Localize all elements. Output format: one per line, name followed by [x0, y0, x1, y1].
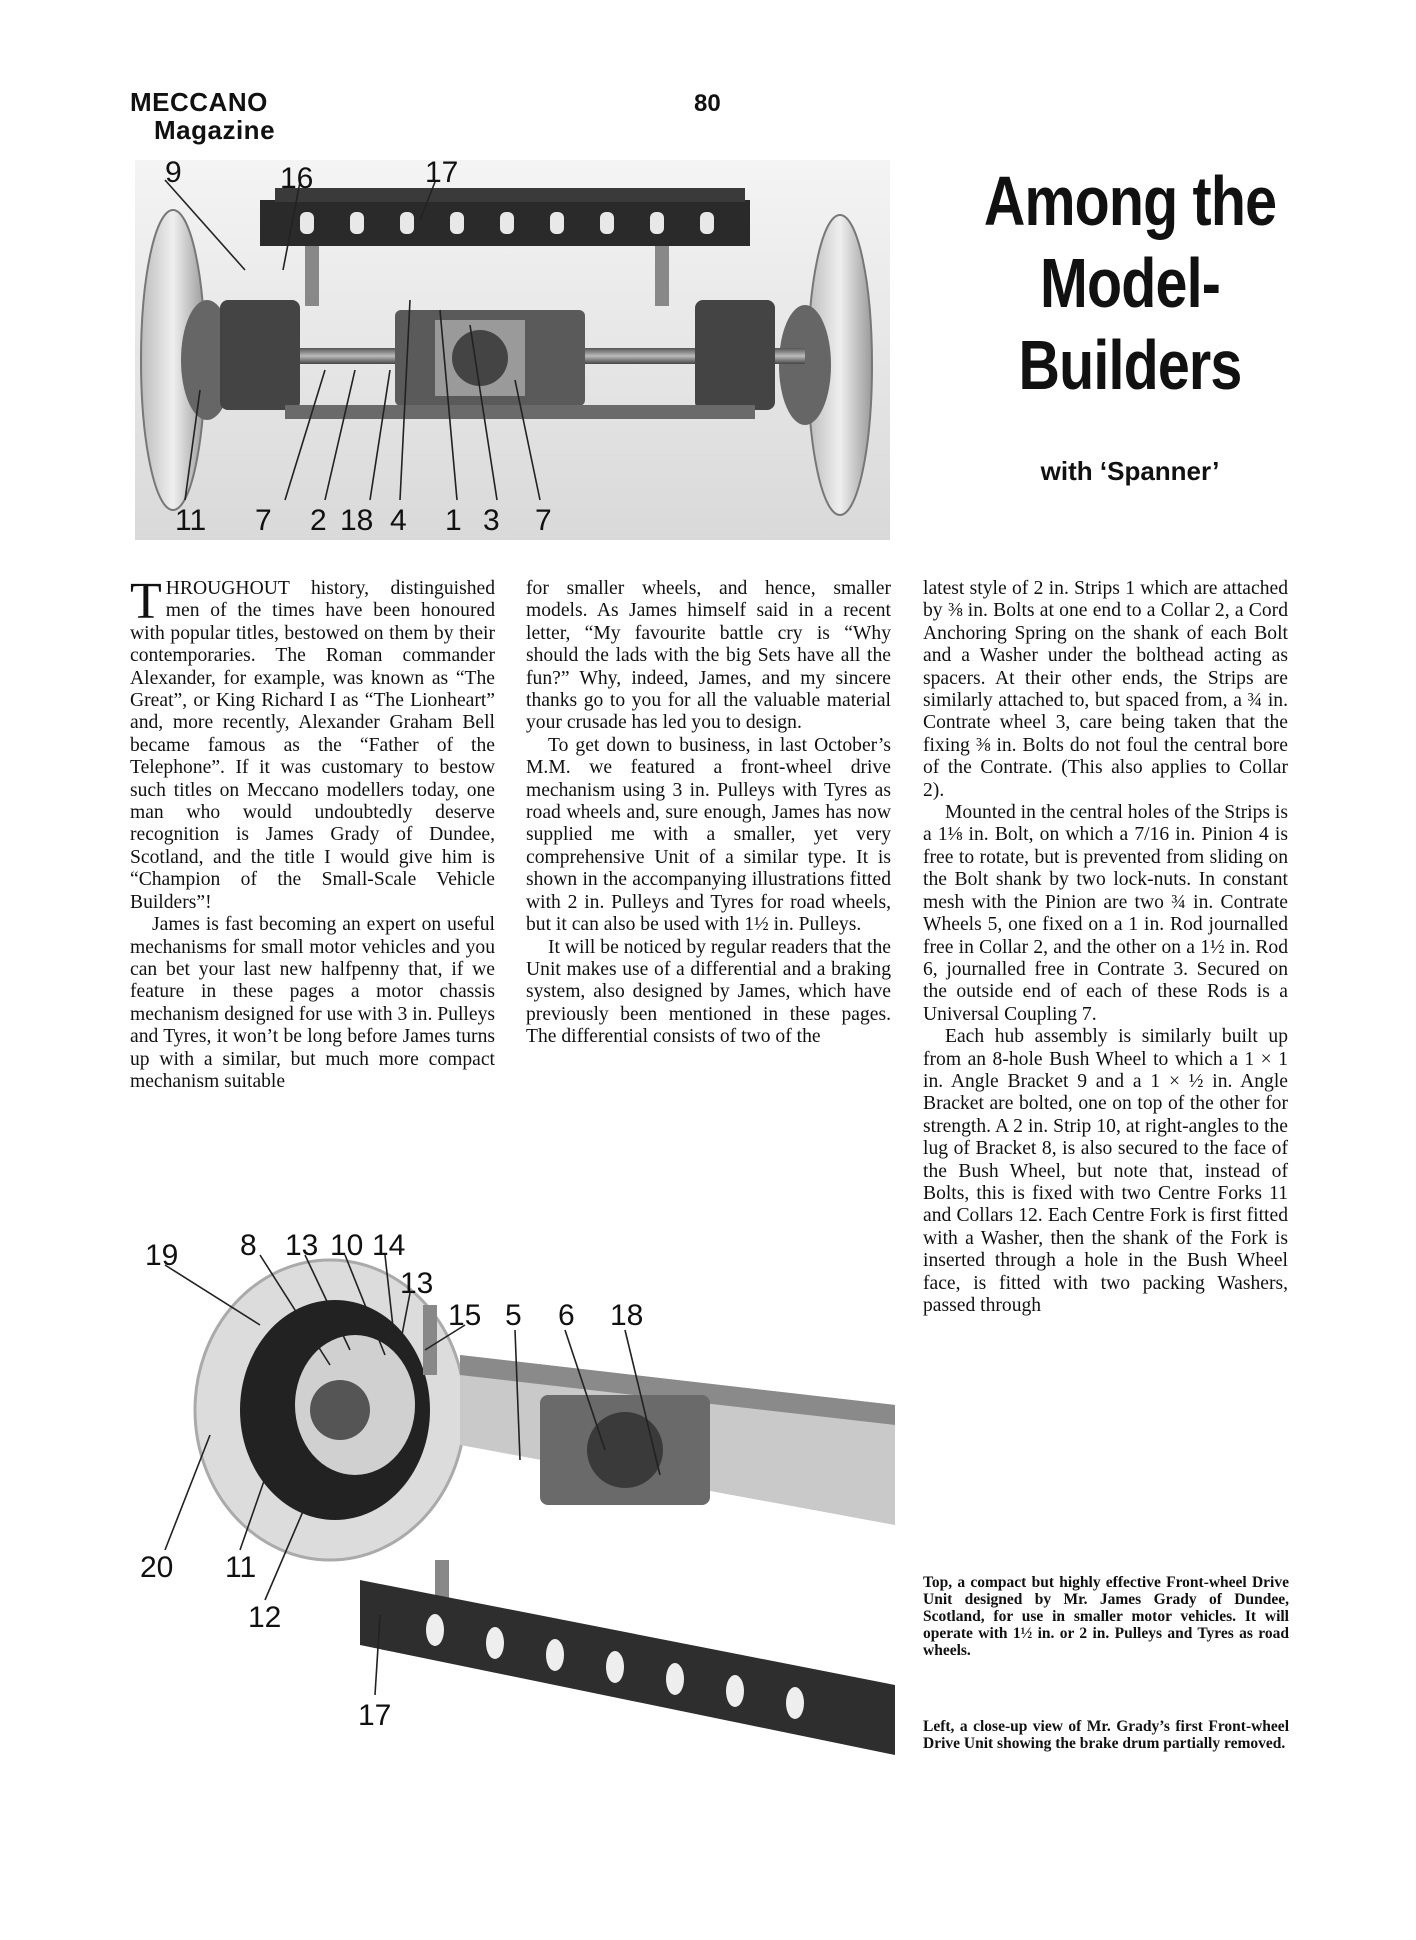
title-line-2: Model- — [1039, 244, 1221, 322]
photo-bottom-label-20: 20 — [140, 1551, 174, 1584]
page-number: 80 — [694, 90, 721, 117]
col1-paragraph-2: James is fast becoming an expert on useful mechanisms for small motor vehicles and you can bet your last new halfpenny that, if we feature in these pages a motor chassis mechanism designed for use with 3 in. Pulleys and Tyres, it won’t be long before James turns up with a similar, but much more compact mechanism suitable — [130, 914, 495, 1092]
article-column-1 — [130, 573, 495, 1093]
title-line-3: Builders — [1018, 326, 1242, 404]
col3-paragraph-3: Each hub assembly is similarly built up from an 8-hole Bush Wheel to which a 1 × 1 in. Angle Bracket 9 and a 1 × ½ in. Angle Bracket are bolted, one on top of the other for strength. A 2 in. Strip 10, at right-angles to the lug of Bracket 8, is also secured to the face of the Bush Wheel, but note that, instead of Bolts, this is fixed with two Centre Forks 11 and Collars 12. Each Centre Fork is first fitted with a Washer, then the shank of the Fork is inserted through a hole in the Bush Wheel face, is fitted with two packing Washers, passed through — [923, 1026, 1288, 1316]
col2-paragraph-1: for smaller wheels, and hence, smaller models. As James himself said in a recent letter, “My favourite battle cry is “Why should the lads with the big Sets have all the fun?” Why, indeed, James, and my sincere thanks go to you for all the valuable material your crusade has led you to design. — [526, 578, 891, 734]
photo-bottom-label-5: 5 — [505, 1299, 522, 1332]
photo-drive-unit — [135, 160, 890, 540]
photo-bottom-label-10: 10 — [330, 1229, 364, 1262]
photo-top-label-2: 2 — [310, 504, 327, 537]
photo-closeup — [140, 1225, 895, 1765]
col1-paragraph-1: HROUGHOUT history, distinguished men of the times have been honoured with popular titles, bestowed on them by their contemporaries. The Roman commander Alexander, for example, was known as “The Great”, or King Richard I as “The Lionheart” and, more recently, Alexander Graham Bell became famous as the “Father of the Telephone”. If it was customary to bestow such titles on Meccano modellers today, one man who would undoubtedly deserve recognition is James Grady of Dundee, Scotland, and the title I would give him is “Champion of the Small-Scale Vehicle Builders”! — [130, 578, 495, 913]
col2-paragraph-2: To get down to business, in last October’s M.M. we featured a front-wheel drive mechanism using 3 in. Pulleys with Tyres as road wheels and, sure enough, James has now supplied me with a smaller, yet very comprehensive Unit of a similar type. It is shown in the accompanying illustrations fitted with 2 in. Pulleys and Tyres for road wheels, but it can also be used with 1½ in. Pulleys. — [526, 734, 891, 936]
photo-top-label-1: 1 — [445, 504, 462, 537]
photo-bottom-label-13b: 13 — [400, 1267, 434, 1300]
masthead-subtitle: Magazine — [154, 115, 276, 145]
masthead-title: MECCANO — [130, 87, 268, 117]
drop-cap: T — [130, 573, 162, 630]
photo-top-label-3: 3 — [483, 504, 500, 537]
article-byline: with ‘Spanner’ — [1040, 456, 1220, 486]
photo-top-label-17: 17 — [425, 160, 459, 189]
photo-top-label-11: 11 — [175, 504, 207, 537]
col3-paragraph-2: Mounted in the central holes of the Strips is a 1⅛ in. Bolt, on which a 7/16 in. Pinion 4 is free to rotate, but is prevented from sliding on the Bolt shank by two lock-nuts. In constant mesh with the Pinion are two ¾ in. Contrate Wheels 5, one fixed on a 1 in. Rod journalled free in Collar 2, and the other on a 1½ in. Rod 6, journalled free in Contrate 3. Secured on the outside end of each of these Rods is a Universal Coupling 7. — [923, 802, 1288, 1025]
article-title — [941, 160, 1318, 406]
photo-bottom-label-19: 19 — [145, 1239, 179, 1272]
article-column-2 — [526, 578, 891, 1049]
article-column-3 — [923, 578, 1288, 1317]
col3-paragraph-1: latest style of 2 in. Strips 1 which are attached by ⅜ in. Bolts at one end to a Collar 2, a Cord Anchoring Spring on the shank of each Bolt and a Washer under the bolthead acting as spacers. At their other ends, the Strips are similarly attached to, but spaced from, a ¾ in. Contrate wheel 3, care being taken that the fixing ⅜ in. Bolts do not foul the central bore of the Contrate. (This also applies to Collar 2). — [923, 578, 1288, 801]
photo-bottom-label-8: 8 — [240, 1229, 257, 1262]
photo-top-label-7b: 7 — [535, 504, 552, 537]
photo-bottom-label-17: 17 — [358, 1699, 392, 1732]
photo-bottom-label-13a: 13 — [285, 1229, 319, 1262]
photo-top-label-7a: 7 — [255, 504, 272, 537]
caption-top-photo: Top, a compact but highly effective Front-wheel Drive Unit designed by Mr. James Grady of Dundee, Scotland, for use in smaller motor vehicles. It will operate with 1½ in. or 2 in. Pulleys and Tyres as road wheels. — [923, 1574, 1289, 1659]
photo-bottom-label-11: 11 — [225, 1551, 257, 1584]
caption-left-photo: Left, a close-up view of Mr. Grady’s first Front-wheel Drive Unit showing the brake drum partially removed. — [923, 1718, 1289, 1752]
photo-top-label-16: 16 — [280, 162, 314, 195]
title-line-1: Among the — [983, 162, 1277, 240]
photo-top-label-18: 18 — [340, 504, 374, 537]
photo-top-label-4: 4 — [390, 504, 407, 537]
photo-bottom-label-18: 18 — [610, 1299, 644, 1332]
photo-top-label-9: 9 — [165, 160, 182, 189]
col2-paragraph-3: It will be noticed by regular readers that the Unit makes use of a differential and a braking system, also designed by James, which have previously been mentioned in these pages. The differential consists of two of the — [526, 936, 891, 1048]
photo-bottom-label-15: 15 — [448, 1299, 482, 1332]
photo-bottom-label-6: 6 — [558, 1299, 575, 1332]
photo-bottom-label-12: 12 — [248, 1601, 282, 1634]
masthead — [130, 88, 275, 144]
photo-bottom-label-14: 14 — [372, 1229, 406, 1262]
